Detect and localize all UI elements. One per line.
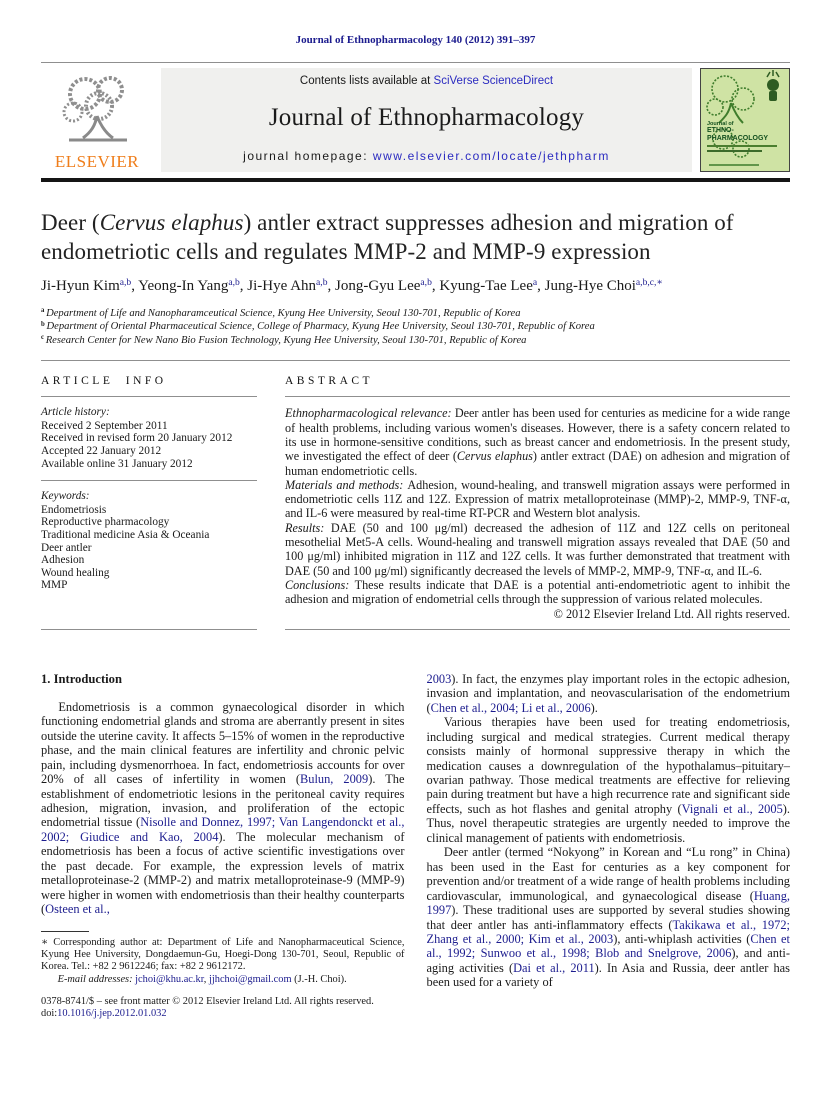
divider <box>285 396 790 397</box>
elsevier-tree-icon <box>55 72 139 153</box>
history-item: Received in revised form 20 January 2012 <box>41 432 233 445</box>
affiliation-b <box>41 321 790 334</box>
link[interactable]: a,b <box>316 276 328 288</box>
link[interactable]: Osteen et al., <box>45 902 110 917</box>
cover-tree-icon <box>701 158 789 172</box>
elsevier-wordmark: ELSEVIER <box>54 152 140 171</box>
keyword: Wound healing <box>41 566 110 579</box>
link[interactable]: Dai et al., 2011 <box>513 960 595 975</box>
text-segment: Cervus elaphus <box>456 449 533 464</box>
info-abstract-block <box>41 375 790 629</box>
text-segment: Deer ( <box>41 210 100 235</box>
link[interactable]: a,b <box>420 276 432 288</box>
footnote-block <box>41 931 405 1021</box>
body-paragraph <box>41 700 405 917</box>
text-segment: c <box>41 334 46 342</box>
keyword: Endometriosis <box>41 503 107 516</box>
text-segment: ) antler extract (DAE) on adhesion and migration of human endometriotic cells. <box>285 449 790 478</box>
abstract-paragraph <box>285 478 790 521</box>
text-segment: journal homepage: <box>243 149 373 163</box>
text-segment: Ethnopharmacological relevance: <box>285 406 455 421</box>
link[interactable]: Bulun, 2009 <box>300 772 369 787</box>
abstract-column <box>285 375 790 629</box>
keyword: Deer antler <box>41 541 92 554</box>
journal-name: Journal of Ethnopharmacology <box>268 104 585 131</box>
divider <box>41 396 257 397</box>
text-segment: ), and anti-aging activities ( <box>426 946 791 975</box>
link[interactable]: a,b <box>228 276 240 288</box>
journal-homepage-line <box>243 149 610 163</box>
cover-title: Journal of ETHNO- PHARMACOLOGY <box>707 121 777 152</box>
text-segment: b <box>41 320 47 328</box>
masthead-divider <box>41 178 790 182</box>
link[interactable]: Takikawa et al., 1972; Zhang et al., 2000; Kim et al., 2003 <box>426 917 790 946</box>
body-right-column <box>427 672 791 1021</box>
divider <box>41 360 790 361</box>
text-segment: , Ji-Hye Ahn <box>239 277 317 294</box>
body-paragraph <box>427 715 791 845</box>
keyword: Reproductive pharmacology <box>41 516 170 529</box>
keyword: Adhesion <box>41 554 85 567</box>
text-segment: ). In Asia and Russia, deer antler has been used for a variety of <box>426 960 790 990</box>
abstract-paragraph <box>285 521 790 578</box>
body-paragraph <box>427 672 791 715</box>
text-segment: Research Center for New Nano Bio Fusion Technology, Kyung Hee University, Seoul 130-701, Republic of Korea <box>45 334 527 346</box>
text-segment: ). <box>590 700 598 715</box>
corresponding-author-note <box>41 937 405 974</box>
history-item: Received 2 September 2011 <box>41 419 168 432</box>
body-paragraph <box>427 845 791 990</box>
article-info-column <box>41 375 257 629</box>
author-list <box>41 278 790 295</box>
text-segment: doi: <box>41 1008 58 1020</box>
text-segment: Deer antler (termed “Nokyong” in Korean and “Lu rong” in China) has been used in the East for centuries as a key component for prevention and/or treatment of a wide range of health problems including cardiovascular, immunological, and gynaecological disease ( <box>426 845 790 903</box>
text-segment: , Jong-Gyu Lee <box>327 277 421 294</box>
cover-decoration <box>707 145 777 147</box>
link[interactable]: Chen et al., 2004; Li et al., 2006 <box>430 700 591 715</box>
affiliation-a <box>41 308 790 321</box>
article-title <box>41 208 790 267</box>
text-segment: Contents lists available at <box>299 75 434 87</box>
text-segment: Cervus elaphus <box>99 210 244 235</box>
journal-citation-header: Journal of Ethnopharmacology 140 (2012) 391–397 <box>295 34 536 46</box>
affiliations <box>41 308 790 348</box>
text-segment: , Yeong-In Yang <box>131 277 229 294</box>
text-segment: Results: <box>285 520 331 535</box>
history-item: Accepted 22 January 2012 <box>41 445 162 458</box>
divider <box>41 480 257 481</box>
issn-copyright-line: 0378-8741/$ – see front matter © 2012 Elsevier Ireland Ltd. All rights reserved. <box>41 995 374 1007</box>
copyright-line: © 2012 Elsevier Ireland Ltd. All rights reserved. <box>553 606 790 621</box>
link[interactable]: jchoi@khu.ac.kr <box>135 973 204 985</box>
text-segment: Adhesion, wound-healing, and transwell migration assays were performed in endometriotic cells 11Z and 12Z. Expression of matrix metalloproteinase (MMP)-2, MMP-9, TNF-α, and IL-6 were measured by real-time RT-PCR and Western blot analysis. <box>285 477 790 521</box>
text-segment: Department of Life and Nanopharamceutical Science, Kyung Hee University, Seoul 130-701, Republic of Korea <box>46 307 521 319</box>
text-segment: ∗ Corresponding author at: Department of Life and Nanopharmaceutical Science, Kyung Hee University, Dongdaemun-Gu, Hoegi-Dong 130-701, Seoul, Republic of Korea. Tel.: +82 2 9612246; fax: +82 2 9612172. <box>41 936 405 973</box>
text-segment: Department of Oriental Pharmaceutical Science, College of Pharmacy, Kyung Hee University, Seoul 130-701, Republic of Korea <box>46 321 595 333</box>
text-segment: ). Thus, novel therapeutic strategies are urgently needed to improve the clinical management of patients with endometriosis. <box>426 801 791 845</box>
text-segment: , <box>203 973 209 985</box>
section-heading-introduction: 1. Introduction <box>41 671 122 686</box>
history-item: Available online 31 January 2012 <box>41 457 193 470</box>
doi-line <box>41 1008 405 1020</box>
link[interactable]: a <box>532 276 538 288</box>
link[interactable]: jjhchoi@gmail.com <box>208 973 292 985</box>
keywords-label: Keywords: <box>41 490 90 503</box>
masthead-center <box>161 68 692 172</box>
text-segment: ). The molecular mechanism of endometriosis has been a focus of active scientific investigations over the past decade. For example, the expression levels of matrix metalloproteinase-2 (MMP-2) and matrix metalloproteinase-9 (MMP-9) were higher in women with endometriosis than their healthy counterparts ( <box>41 829 405 917</box>
email-addresses-line <box>41 974 405 986</box>
text-segment: DAE (50 and 100 μg/ml) decreased the adhesion of 11Z and 12Z cells on peritoneal mesothelial Met5-A cells. Wound-healing and transwell migration assays revealed that DAE (50 and 100 μg/ml) inhibited migration in 11Z and 12Z cells. It was further demonstrated that treatment with DAE (50 and 100 μg/ml) significantly decreased the levels of MMP-2, MMP-9, TNF-α, and IL-6. <box>285 520 790 578</box>
link[interactable]: SciVerse ScienceDirect <box>433 75 554 87</box>
text-segment: Conclusions: <box>285 577 355 592</box>
abstract-paragraph <box>285 406 790 477</box>
text-segment: ). These traditional uses are supported by several studies showing that deer antler has anti-inflammatory effects ( <box>426 903 790 932</box>
text-segment: Deer antler has been used for centuries as medicine for a wide range of health problems, including various women's diseases. However, there is a safety concern related to its use in hormone-sensitive conditions, such as breast cancer and endometriosis. In the present study, we investigated the effect of deer ( <box>285 406 790 464</box>
abstract-paragraph <box>285 578 790 607</box>
text-segment: E-mail addresses: <box>57 973 136 985</box>
text-segment: Ji-Hyun Kim <box>41 277 120 294</box>
article-history-label: Article history: <box>41 406 110 419</box>
keyword: MMP <box>41 579 68 592</box>
affiliation-c <box>41 335 790 348</box>
cover-decoration <box>707 150 762 152</box>
text-segment: Endometriosis is a common gynaecological disorder in which functioning endometrial glands and stroma are aberrantly present in sites outside the uterine cavity. It affects 5–15% of women in the reproductive phase, and the main clinical features are infertility and chronic pelvic pain, including dysmenorrhoea. In fact, endometriosis accounts for over 20% of all cases of infertility in women ( <box>41 699 405 787</box>
link[interactable]: 2003 <box>426 671 452 686</box>
text-segment: ), anti-whiplash activities ( <box>613 931 751 946</box>
link[interactable]: Vignali et al., 2005 <box>681 801 783 816</box>
keyword: Traditional medicine Asia & Oceania <box>41 528 210 541</box>
article-body <box>41 672 790 1021</box>
link[interactable]: Nisolle and Donnez, 1997; Van Langendonckt et al., 2002; Giudice and Kao, 2004 <box>41 815 405 844</box>
text-segment: , Kyung-Tae Lee <box>431 277 533 294</box>
text-segment: a <box>41 307 47 315</box>
elsevier-logo[interactable] <box>41 68 153 172</box>
link[interactable]: Chen et al., 1992; Sunwoo et al., 1998; Blob and Snelgrove, 2006 <box>426 931 791 961</box>
link[interactable]: 10.1016/j.jep.2012.01.032 <box>57 1008 167 1020</box>
link[interactable]: Huang, 1997 <box>426 888 790 918</box>
footnote-divider <box>41 931 89 932</box>
text-segment: , Jung-Hye Choi <box>537 277 636 294</box>
text-segment: ) antler extract suppresses adhesion and migration of endometriotic cells and regulates MMP-2 and MMP-9 expression <box>41 210 734 265</box>
text-segment: ). In fact, the enzymes play important roles in the ectopic adhesion, invasion and implantation, and neovascularisation of the endometrium ( <box>426 671 790 715</box>
link[interactable]: www.elsevier.com/locate/jethpharm <box>372 149 610 163</box>
divider <box>41 62 790 63</box>
article-info-heading: ARTICLE INFO <box>41 375 167 388</box>
text-segment: These results indicate that DAE is a potential anti-endometriotic agent to inhibit the adhesion and migration of endometrial cells through the suppression of various related molecules. <box>285 577 790 607</box>
body-left-column <box>41 672 405 1021</box>
contents-availability-line <box>300 75 553 87</box>
text-segment: ). The establishment of endometriotic lesions in the peritoneal cavity requires adhesion, migration, invasion, and proliferation of the ectopic endometrial tissue ( <box>41 772 405 830</box>
text-segment: (J.-H. Choi). <box>291 973 347 985</box>
link[interactable]: a,b,c,∗ <box>635 276 663 288</box>
abstract-heading: ABSTRACT <box>285 375 374 388</box>
journal-cover-thumbnail[interactable] <box>700 68 790 172</box>
masthead <box>41 68 790 172</box>
link[interactable]: a,b <box>119 276 132 288</box>
text-segment: Various therapies have been used for treating endometriosis, including surgical and medical strategies. Current medical therapy consists mainly of hormonal suppressive therapy in which the medication causes a downregulation of the hypothalamus–pituitary–ovarian pathway. Those medical treatments are effective for relieving pain during treatment but have a high recurrence rate and significant side effects, such as hot flashes and genital atrophy ( <box>426 715 790 816</box>
text-segment: Materials and methods: <box>285 477 408 492</box>
